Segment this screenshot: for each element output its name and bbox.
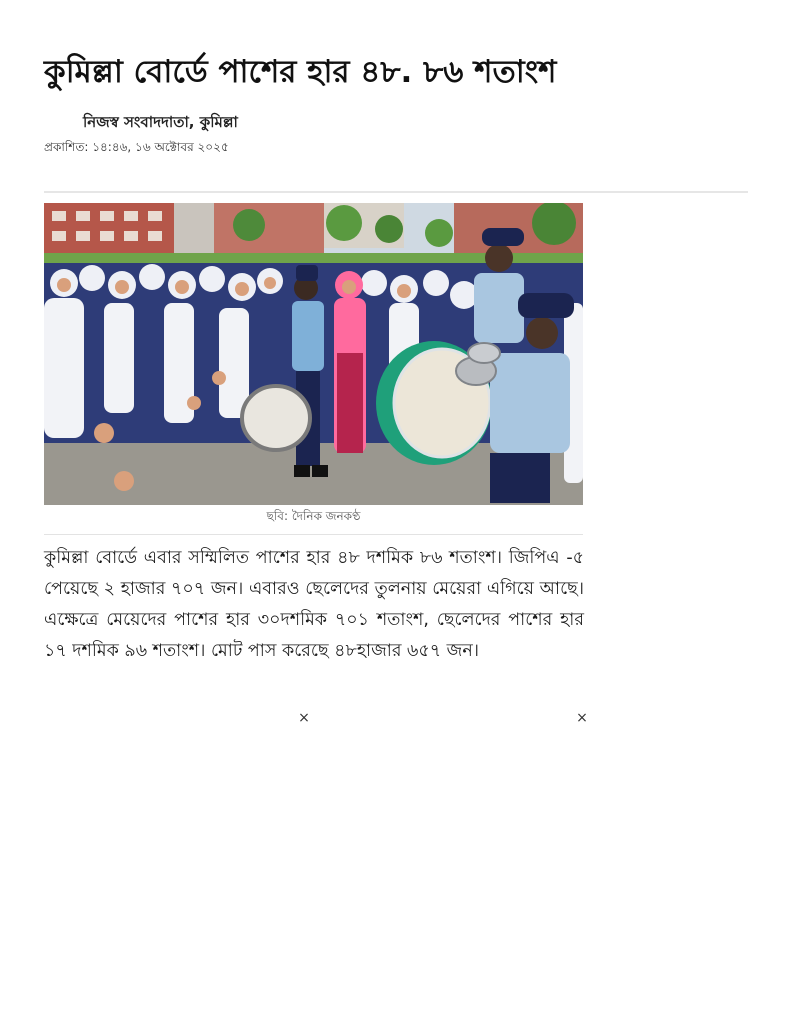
article-byline: নিজস্ব সংবাদদাতা, কুমিল্লা	[83, 113, 238, 131]
ad-close-left-icon[interactable]: ×	[298, 710, 310, 726]
article-body: কুমিল্লা বোর্ডে এবার সম্মিলিত পাশের হার ৪৮ দশমিক ৮৬ শতাংশ। জিপিএ -৫ পেয়েছে ২ হাজার ৭০৭ জন। এবারও ছেলেদের তুলনায় মেয়েরা এগিয়ে আছে। এক্ষেত্রে মেয়েদের পাশের হার ৩০দশমিক ৭০১ শতাংশ, ছেলেদের পাশের হার ১৭ দশমিক ৯৬ শতাংশ। মোট পাস করেছে ৪৮হাজার ৬৫৭ জন।	[44, 548, 584, 661]
article-headline: কুমিল্লা বোর্ডে পাশের হার ৪৮. ৮৬ শতাংশ	[44, 54, 557, 90]
photo-caption: ছবি: দৈনিক জনকণ্ঠ	[266, 509, 361, 523]
published-timestamp: প্রকাশিত: ১৪:৪৬, ১৬ অক্টোবর ২০২৫	[44, 140, 229, 154]
caption-divider	[44, 534, 583, 535]
photo-image-icon	[44, 203, 583, 505]
article-photo	[44, 203, 583, 505]
ad-close-right-icon[interactable]: ×	[576, 710, 588, 726]
header-divider	[44, 191, 748, 193]
